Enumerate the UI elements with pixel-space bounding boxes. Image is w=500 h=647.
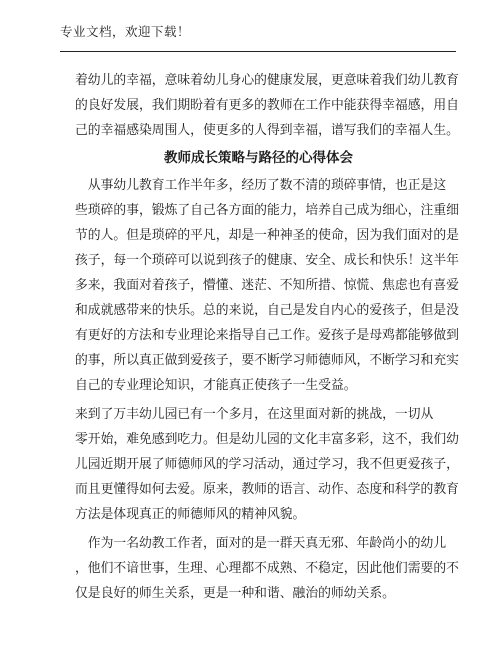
text-line: 节的人。但是琐碎的平凡，却是一种神圣的使命，因为我们面对的是: [75, 228, 459, 243]
text-line: 方法是体现真正的师德师风的精神风貌。: [75, 507, 306, 522]
section-title: 教师成长策略与路径的心得体会: [164, 150, 353, 166]
text-line: 作为一名幼教工作者，面对的是一群天真无邪、年龄尚小的幼儿: [75, 536, 447, 551]
text-line: 孩子，每一个琐碎可以说到孩子的健康、安全、成长和快乐！这半年: [75, 253, 459, 268]
text-line: 来到了万丰幼儿园已有一个多月，在这里面对新的挑战，一切从: [75, 407, 434, 422]
text-line: 有更好的方法和专业理论来指导自己工作。爱孩子是母鸡都能够做到: [75, 328, 459, 343]
text-line: 从事幼儿教育工作半年多，经历了数不清的琐碎事情，也正是这: [75, 178, 447, 193]
body-paragraph: [75, 173, 459, 398]
text-line: 而且更懂得如何去爱。原来，教师的语言、动作、态度和科学的教育: [75, 482, 459, 497]
text-line: 儿园近期开展了师德师风的学习活动，通过学习，我不但更爱孩子，: [75, 457, 459, 472]
text-line: 仅是良好的师生关系，更是一种和谐、融治的师幼关系。: [75, 586, 395, 601]
text-line: 的事，所以真正做到爱孩子，要不断学习师德师风，不断学习和充实: [75, 353, 459, 368]
body-paragraph: [75, 402, 459, 527]
text-line: 己的幸福感染周围人，使更多的人得到幸福，谱写我们的幸福人生。: [75, 123, 459, 138]
text-line: ，他们不谙世事，生理、心理都不成熟、不稳定，因此他们需要的不: [75, 561, 459, 576]
text-line: 的良好发展，我们期盼着有更多的教师在工作中能获得幸福感，用自: [75, 98, 459, 113]
text-line: 和成就感带来的快乐。总的来说，自己是发自内心的爱孩子，但是没: [75, 303, 459, 318]
intro-paragraph: [75, 68, 459, 143]
header-text: 专业文档，欢迎下载！: [60, 24, 191, 39]
body-paragraph: [75, 531, 459, 606]
document-body: [75, 68, 459, 606]
text-line: 着幼儿的幸福，意味着幼儿身心的健康发展，更意味着我们幼儿教育: [75, 73, 459, 88]
text-line: 自己的专业理论知识，才能真正使孩子一生受益。: [75, 378, 357, 393]
text-line: 零开始，难免感到吃力。但是幼儿园的文化丰富多彩，这不，我们幼: [75, 432, 459, 447]
text-line: 些琐碎的事，锻炼了自己各方面的能力，培养自己成为细心，注重细: [75, 203, 459, 218]
header-divider: [60, 51, 456, 52]
text-line: 多来，我面对着孩子，懵懂、迷茫、不知所措、惊慌、焦虑也有喜爱: [75, 278, 459, 293]
